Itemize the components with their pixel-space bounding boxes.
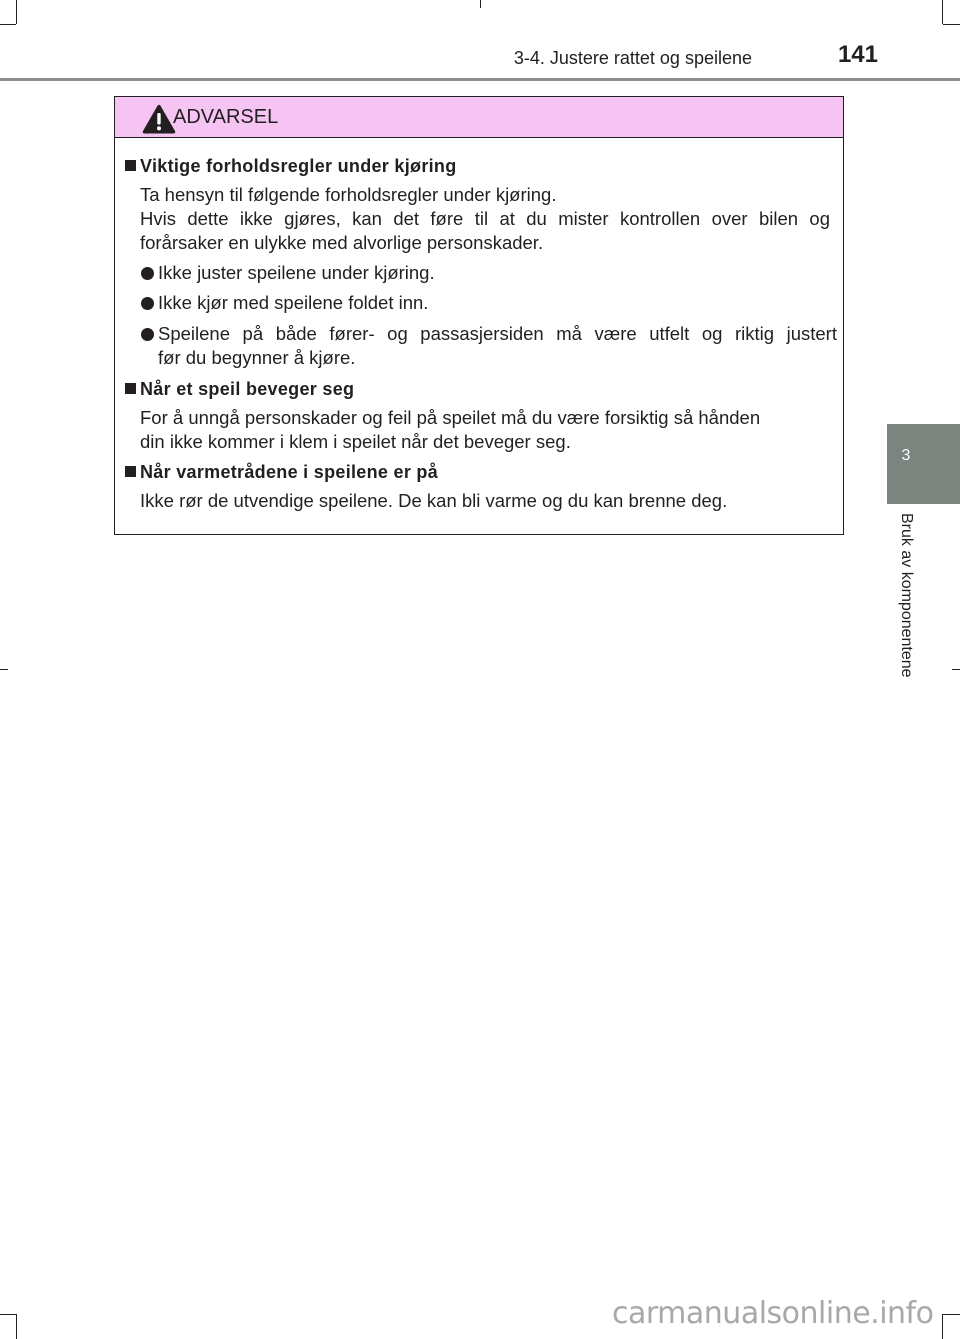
chapter-tab bbox=[887, 424, 960, 504]
list-item-line: Ikke kjør med speilene foldet inn. bbox=[158, 292, 429, 313]
section-heading: Viktige forholdsregler under kjøring bbox=[140, 156, 457, 176]
paragraph-line: din ikke kommer i klem i speilet når det beveger seg. bbox=[140, 431, 571, 452]
paragraph-line: forårsaker en ulykke med alvorlige personskader. bbox=[140, 232, 544, 253]
list-bullet bbox=[141, 328, 154, 341]
warning-label: ADVARSEL bbox=[173, 106, 279, 128]
section-bullet bbox=[125, 160, 136, 171]
chapter-title: Bruk av komponentene bbox=[898, 513, 915, 678]
paragraph-line: For å unngå personskader og feil på speilet må du være forsiktig så hånden bbox=[140, 407, 761, 428]
crop-mark bbox=[16, 1314, 17, 1339]
warning-header bbox=[115, 97, 843, 138]
crop-mark bbox=[0, 24, 16, 25]
crop-mark bbox=[480, 0, 481, 8]
section-paragraph bbox=[140, 406, 830, 454]
paragraph-line: Ta hensyn til følgende forholdsregler under kjøring. bbox=[140, 184, 557, 205]
list-bullet bbox=[141, 267, 154, 280]
crop-mark bbox=[0, 669, 8, 670]
paragraph-line: Ikke rør de utvendige speilene. De kan bli varme og du kan brenne deg. bbox=[140, 490, 728, 511]
list-item bbox=[158, 291, 838, 315]
list-item-line: før du begynner å kjøre. bbox=[158, 347, 356, 368]
crop-mark bbox=[16, 0, 17, 24]
crop-mark bbox=[952, 669, 960, 670]
crop-mark bbox=[943, 1314, 960, 1315]
warning-box bbox=[114, 96, 844, 535]
crop-mark bbox=[0, 1314, 16, 1315]
header-rule bbox=[0, 78, 960, 81]
watermark: carmanualsonline.info bbox=[612, 1296, 934, 1331]
crop-mark bbox=[942, 0, 943, 24]
crop-mark bbox=[942, 1314, 943, 1339]
section-heading: Når varmetrådene i speilene er på bbox=[140, 462, 439, 482]
section-bullet bbox=[125, 466, 136, 477]
warning-triangle-icon bbox=[142, 104, 176, 134]
list-item bbox=[158, 261, 838, 285]
section-bullet bbox=[125, 383, 136, 394]
chapter-number: 3 bbox=[901, 447, 911, 464]
crop-mark bbox=[943, 24, 960, 25]
section-title: 3-4. Justere rattet og speilene bbox=[513, 48, 752, 68]
list-item-line: Speilene på både fører- og passasjersiden må være utfelt og riktig justert bbox=[158, 323, 837, 344]
section-paragraph bbox=[140, 489, 830, 513]
page-number: 141 bbox=[837, 41, 878, 68]
list-item-line: Ikke juster speilene under kjøring. bbox=[158, 262, 435, 283]
list-bullet bbox=[141, 297, 154, 310]
section-heading: Når et speil beveger seg bbox=[140, 379, 355, 399]
section-paragraph bbox=[140, 183, 830, 255]
list-item bbox=[158, 322, 837, 370]
paragraph-line: Hvis dette ikke gjøres, kan det føre til at du mister kontrollen over bilen og bbox=[140, 208, 830, 229]
